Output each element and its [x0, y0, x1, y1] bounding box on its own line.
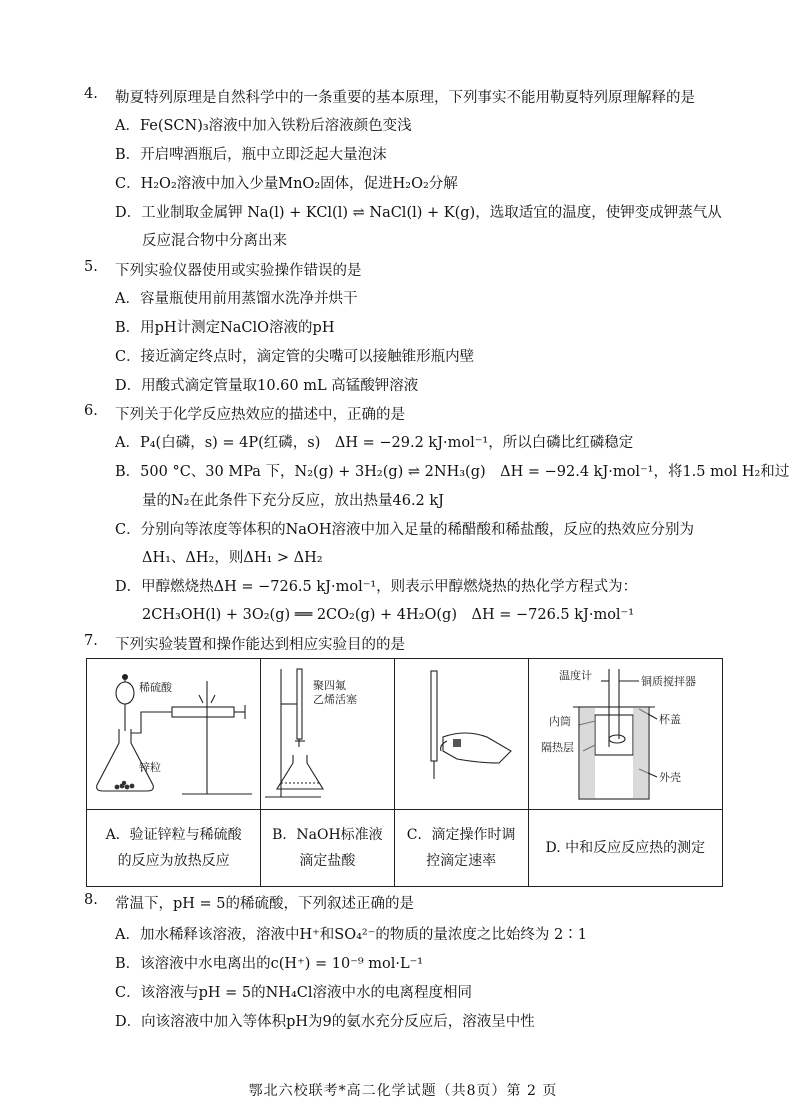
label-inner-cylinder: 内筒	[548, 715, 571, 728]
question-stem: 下列关于化学反应热效应的描述中，正确的是	[115, 407, 405, 423]
caption-d	[528, 810, 722, 887]
label-thermometer: 温度计	[558, 669, 592, 682]
option-d: D．甲醇燃烧热ΔH = −726.5 kJ·mol⁻¹，则表示甲醇燃烧热的热化学方程式为：	[115, 579, 638, 595]
figure-a-flask-apparatus	[87, 659, 259, 805]
option-a: A．Fe(SCN)₃溶液中加入铁粉后溶液颜色变浅	[115, 118, 412, 134]
figure-b-burette-flask	[261, 659, 392, 805]
option-d: D．向该溶液中加入等体积pH为9的氨水充分反应后，溶液呈中性	[115, 1014, 535, 1030]
question-stem: 下列实验装置和操作能达到相应实验目的的是	[115, 637, 405, 653]
question-number: 8.	[84, 892, 98, 908]
question-number: 5.	[84, 259, 98, 275]
option-c-continued: ΔH₁、ΔH₂，则ΔH₁ > ΔH₂	[142, 550, 323, 566]
option-d-continued: 反应混合物中分离出来	[142, 233, 287, 249]
caption-a	[87, 810, 261, 887]
caption-a-line2: 的反应为放热反应	[117, 853, 230, 869]
caption-c	[394, 810, 528, 887]
apparatus-table	[86, 658, 723, 887]
option-c: C．H₂O₂溶液中加入少量MnO₂固体，促进H₂O₂分解	[115, 176, 458, 192]
caption-c-line1: C．滴定操作时调	[406, 827, 516, 843]
figure-b-cell	[261, 659, 394, 810]
caption-d-line1: D. 中和反应反应热的测定	[545, 840, 706, 856]
question-number: 6.	[84, 403, 98, 419]
caption-c-line2: 控滴定速率	[426, 853, 497, 869]
caption-b	[261, 810, 394, 887]
page-footer: 鄂北六校联考*高二化学试题（共8页）第 2 页	[248, 1083, 558, 1099]
label-dilute-sulfuric-acid: 稀硫酸	[139, 681, 172, 694]
question-number: 4.	[84, 86, 98, 102]
question-number: 7.	[84, 633, 98, 649]
label-copper-stirrer: 铜质搅拌器	[640, 675, 696, 688]
label-cup-lid: 杯盖	[658, 713, 681, 726]
option-b: B．该溶液中水电离出的c(H⁺) = 10⁻⁹ mol·L⁻¹	[115, 956, 424, 972]
caption-b-line1: B．NaOH标准液	[272, 827, 383, 843]
figure-c-cell	[394, 659, 528, 810]
option-d: D．工业制取金属钾 Na(l) + KCl(l) ⇌ NaCl(l) + K(g)，选取适宜的温度，使钾变成钾蒸气从	[115, 205, 722, 221]
option-b-continued: 量的N₂在此条件下充分反应，放出热量46.2 kJ	[142, 493, 444, 509]
option-d: D．用酸式滴定管量取10.60 mL 高锰酸钾溶液	[115, 378, 419, 394]
label-ptfe-valve-line2: 乙烯活塞	[313, 693, 358, 706]
figure-a-cell	[87, 659, 261, 810]
label-outer-shell: 外壳	[658, 771, 681, 784]
option-a: A．加水稀释该溶液，溶液中H⁺和SO₄²⁻的物质的量浓度之比始终为 2∶1	[115, 927, 587, 943]
option-c: C．该溶液与pH = 5的NH₄Cl溶液中水的电离程度相同	[115, 985, 472, 1001]
option-a: A．P₄(白磷，s) = 4P(红磷，s) ΔH = −29.2 kJ·mol⁻¹，所以白磷比红磷稳定	[115, 435, 634, 451]
figure-d-calorimeter	[529, 659, 721, 805]
caption-b-line2: 滴定盐酸	[299, 853, 356, 869]
option-c: C．接近滴定终点时，滴定管的尖嘴可以接触锥形瓶内壁	[115, 349, 475, 365]
label-insulation-layer: 隔热层	[540, 741, 574, 754]
question-stem: 下列实验仪器使用或实验操作错误的是	[115, 263, 362, 279]
option-b: B．开启啤酒瓶后，瓶中立即泛起大量泡沫	[115, 147, 387, 163]
option-b: B．500 °C、30 MPa 下，N₂(g) + 3H₂(g) ⇌ 2NH₃(g) ΔH = −92.4 kJ·mol⁻¹，将1.5 mol H₂和过	[115, 464, 790, 480]
option-c: C．分别向等浓度等体积的NaOH溶液中加入足量的稀醋酸和稀盐酸，反应的热效应分别为	[115, 522, 694, 538]
question-stem: 勒夏特列原理是自然科学中的一条重要的基本原理，下列事实不能用勒夏特列原理解释的是	[115, 90, 695, 106]
label-ptfe-valve-line1: 聚四氟	[313, 679, 347, 692]
question-stem: 常温下，pH = 5的稀硫酸，下列叙述正确的是	[115, 896, 415, 912]
figure-c-titration-hand	[395, 659, 527, 805]
caption-a-line1: A．验证锌粒与稀硫酸	[105, 827, 242, 843]
option-d-continued: 2CH₃OH(l) + 3O₂(g) ══ 2CO₂(g) + 4H₂O(g) ΔH = −726.5 kJ·mol⁻¹	[142, 607, 635, 623]
option-b: B．用pH计测定NaClO溶液的pH	[115, 320, 335, 336]
figure-d-cell	[528, 659, 722, 810]
option-a: A．容量瓶使用前用蒸馏水洗净并烘干	[115, 291, 358, 307]
label-zinc-granules: 锌粒	[139, 761, 161, 774]
